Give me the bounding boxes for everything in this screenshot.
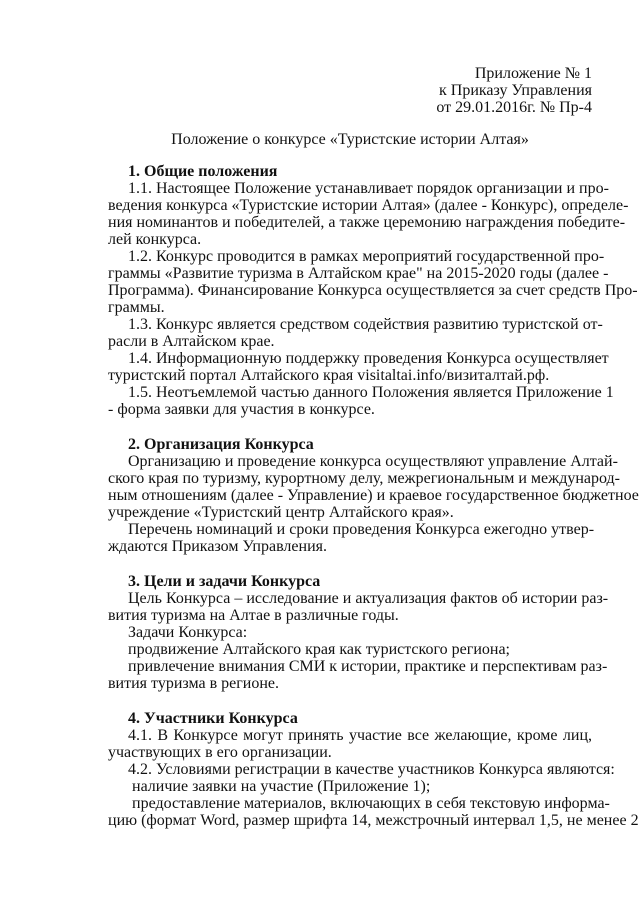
paragraph-line: 1.1. Настоящее Положение устанавливает порядок организации и про- <box>128 180 609 197</box>
paragraph-line: ждаются Приказом Управления. <box>108 538 327 555</box>
paragraph-line: цию (формат Word, размер шрифта 14, межстрочный интервал 1,5, не менее 2 <box>108 812 639 829</box>
paragraph-line: 4.1. В Конкурсе могут принять участие все желающие, кроме лиц, <box>128 727 592 744</box>
section-1-heading: 1. Общие положения <box>128 163 278 180</box>
paragraph-line: учреждение «Туристский центр Алтайского края». <box>108 504 454 521</box>
paragraph-line: предоставление материалов, включающих в себя текстовую информа- <box>132 795 610 812</box>
paragraph-line: Задачи Конкурса: <box>128 624 248 641</box>
paragraph-line: привлечение внимания СМИ к истории, практике и перспективам раз- <box>128 658 608 675</box>
paragraph-line: продвижение Алтайского края как туристского региона; <box>128 641 510 658</box>
paragraph-line: 1.5. Неотъемлемой частью данного Положения является Приложение 1 <box>128 384 614 401</box>
paragraph-line: Цель Конкурса – исследование и актуализация фактов об истории раз- <box>128 590 609 607</box>
paragraph-line: ведения конкурса «Туристские истории Алтая» (далее - Конкурс), определе- <box>108 197 629 214</box>
paragraph-line: расли в Алтайском крае. <box>108 333 275 350</box>
paragraph-line: туристский портал Алтайского края visitaltai.info/визиталтай.рф. <box>108 367 550 384</box>
paragraph-line: 1.2. Конкурс проводится в рамках мероприятий государственной про- <box>128 248 605 265</box>
paragraph-line: - форма заявки для участия в конкурсе. <box>108 401 375 418</box>
paragraph-line: 4.2. Условиями регистрации в качестве участников Конкурса являются: <box>128 761 615 778</box>
paragraph-line: ным отношениям (далее - Управление) и краевое государственное бюджетное <box>108 487 639 504</box>
section-3-heading: 3. Цели и задачи Конкурса <box>128 573 321 590</box>
paragraph-line: 1.3. Конкурс является средством содействия развитию туристской от- <box>128 316 603 333</box>
paragraph-line: Программа). Финансирование Конкурса осуществляется за счет средств Про- <box>108 282 638 299</box>
appendix-number: Приложение № 1 <box>474 65 592 82</box>
paragraph-line: участвующих в его организации. <box>108 744 332 761</box>
section-4-heading: 4. Участники Конкурса <box>128 710 298 727</box>
document-title: Положение о конкурсе «Туристские истории Алтая» <box>171 131 529 148</box>
appendix-order-ref: к Приказу Управления <box>438 82 592 99</box>
section-2-heading: 2. Организация Конкурса <box>128 436 314 453</box>
paragraph-line: лей конкурса. <box>108 231 202 248</box>
paragraph-line: Перечень номинаций и сроки проведения Конкурса ежегодно утвер- <box>128 521 595 538</box>
paragraph-line: 1.4. Информационную поддержку проведения Конкурса осуществляет <box>128 350 609 367</box>
paragraph-line: граммы. <box>108 299 165 316</box>
appendix-order-date: от 29.01.2016г. № Пр-4 <box>436 99 592 116</box>
paragraph-line: наличие заявки на участие (Приложение 1); <box>132 778 431 795</box>
paragraph-line: вития туризма в регионе. <box>108 675 280 692</box>
paragraph-line: граммы «Развитие туризма в Алтайском крае" на 2015-2020 годы (далее - <box>108 265 609 282</box>
paragraph-line: вития туризма на Алтае в различные годы. <box>108 607 399 624</box>
paragraph-line: Организацию и проведение конкурса осуществляют управление Алтай- <box>128 453 618 470</box>
paragraph-line: ского края по туризму, курортному делу, межрегиональным и международ- <box>108 470 621 487</box>
paragraph-line: ния номинантов и победителей, а также церемонию награждения победите- <box>108 214 626 231</box>
